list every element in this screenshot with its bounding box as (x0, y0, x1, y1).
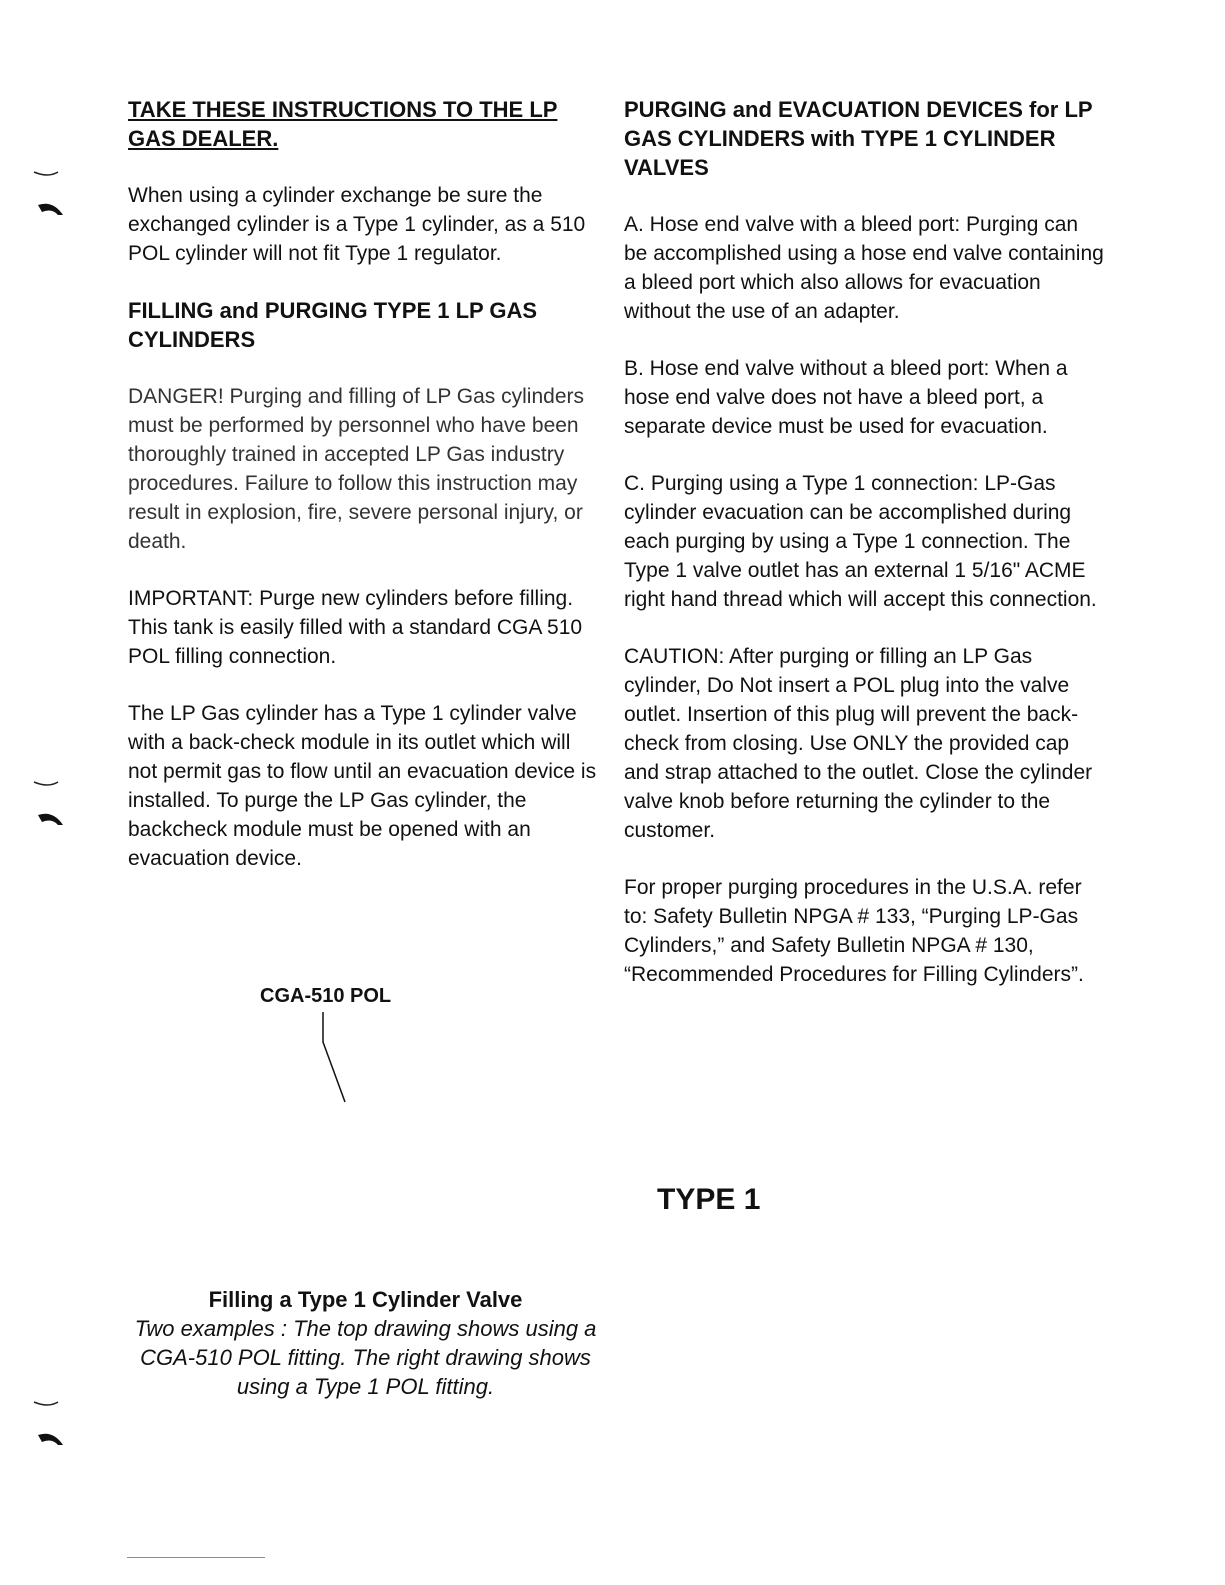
right-column (624, 95, 1104, 1017)
type1-label: TYPE 1 (657, 1183, 761, 1216)
caption-body: Two examples : The top drawing shows using a CGA-510 POL fitting. The right drawing shows using a Type 1 POL fitting. (134, 1316, 597, 1399)
caption-title: Filling a Type 1 Cylinder Valve (208, 1287, 523, 1312)
binder-mark-bottom (34, 1402, 63, 1445)
left-column (128, 95, 603, 901)
item-a-paragraph: A. Hose end valve with a bleed port: Purging can be accomplished using a hose end valve containing a bleed port which also allows for evacuation without the use of an adapter. (624, 213, 1104, 323)
purging-heading: PURGING and EVACUATION DEVICES for LP GAS CYLINDERS with TYPE 1 CYLINDER VALVES (624, 97, 1093, 180)
valve-paragraph: The LP Gas cylinder has a Type 1 cylinder valve with a back-check module in its outlet which will not permit gas to flow until an evacuation device is installed. To purge the LP Gas cylinder, the backcheck module must be opened with an evacuation device. (128, 702, 597, 870)
binder-mark-middle (34, 782, 63, 825)
caution-paragraph: CAUTION: After purging or filling an LP Gas cylinder, Do Not insert a POL plug into the valve outlet. Insertion of this plug will prevent the back-check from closing. Use ONLY the provided cap and strap attached to the outlet. Close the cylinder valve knob before returning the cylinder to the customer. (624, 645, 1093, 842)
footer-rule (127, 1557, 265, 1558)
danger-paragraph: DANGER! Purging and filling of LP Gas cylinders must be performed by personnel who have been thoroughly trained in accepted LP Gas industry procedures. Failure to follow this instruction may result in explosion, fire, severe personal injury, or death. (128, 385, 584, 553)
dealer-heading: TAKE THESE INSTRUCTIONS TO THE LP GAS DEALER. (128, 97, 558, 151)
item-c-paragraph: C. Purging using a Type 1 connection: LP-Gas cylinder evacuation can be accomplished during each purging by using a Type 1 connection. The Type 1 valve outlet has an external 1 5/16" ACME right hand thread which will accept this connection. (624, 472, 1097, 611)
reference-paragraph: For proper purging procedures in the U.S.A. refer to: Safety Bulletin NPGA # 133, “Purging LP-Gas Cylinders,” and Safety Bulletin NPGA # 130, “Recommended Procedures for Filling Cylinders”. (624, 876, 1084, 986)
cga-label: CGA-510 POL (260, 985, 392, 1007)
leader-line (320, 1012, 360, 1107)
item-b-paragraph: B. Hose end valve without a bleed port: When a hose end valve does not have a bleed port, a separate device must be used for evacuation. (624, 357, 1068, 438)
binder-mark-top (34, 172, 63, 215)
important-paragraph: IMPORTANT: Purge new cylinders before filling. This tank is easily filled with a standard CGA 510 POL filling connection. (128, 587, 583, 668)
exchange-paragraph: When using a cylinder exchange be sure the exchanged cylinder is a Type 1 cylinder, as a 510 POL cylinder will not fit Type 1 regulator. (128, 184, 586, 265)
filling-heading: FILLING and PURGING TYPE 1 LP GAS CYLINDERS (128, 298, 538, 352)
binder-marks (28, 160, 88, 1460)
figure-caption (128, 1285, 603, 1401)
